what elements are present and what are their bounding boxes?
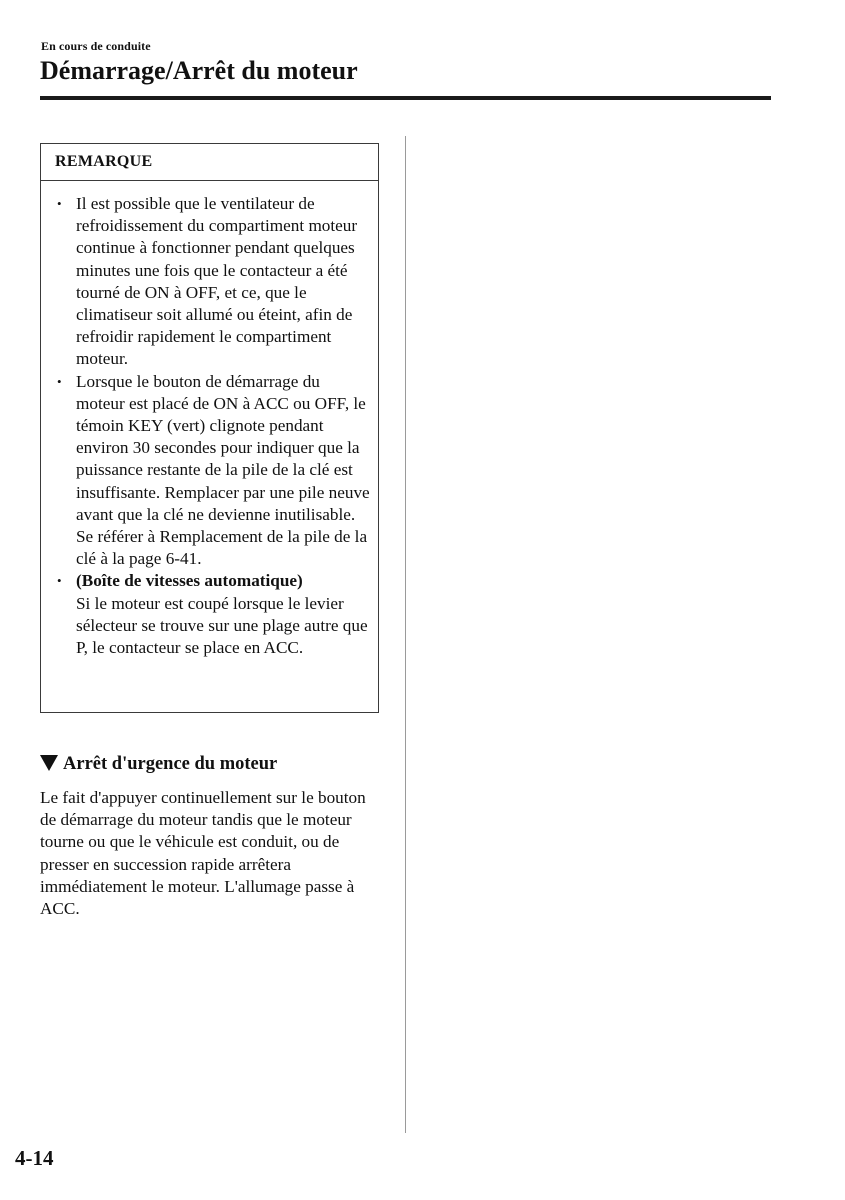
title-rule	[40, 96, 771, 100]
column-divider	[405, 136, 406, 1133]
emergency-stop-heading-text: Arrêt d'urgence du moteur	[63, 754, 278, 774]
note-item	[56, 570, 370, 659]
note-item-body: Il est possible que le ventilateur de refroidissement du compartiment moteur continue à fonctionner pendant quelques minutes une fois que le contacteur a été tourné de ON à OFF, et ce, que le climatiseur soit allumé ou éteint, afin de refroidir rapidement le compartiment moteur.	[76, 194, 358, 369]
bullet-icon: •	[57, 373, 62, 389]
note-item-text	[76, 371, 370, 571]
note-title: REMARQUE	[41, 144, 378, 181]
bullet-icon: •	[57, 196, 62, 211]
note-item	[56, 193, 370, 371]
bullet-icon: •	[57, 573, 62, 589]
section-label: En cours de conduite	[41, 39, 151, 53]
note-item-text	[76, 193, 370, 371]
note-list	[41, 181, 378, 659]
triangle-down-icon	[40, 755, 58, 771]
note-item-body: Si le moteur est coupé lorsque le levier sélecteur se trouve sur une plage autre que P, le contacteur se place en ACC.	[76, 593, 368, 658]
page-title: Démarrage/Arrêt du moteur	[40, 56, 358, 85]
note-item-body: Lorsque le bouton de démarrage du moteur est placé de ON à ACC ou OFF, le témoin KEY (vert) clignote pendant environ 30 secondes pour indiquer que la puissance restante de la pile de la clé est insuffisante. Remplacer par une pile neuve avant que la clé ne devienne inutilisable. Se référer à Remplacement de la pile de la clé à la page 6-41.	[76, 371, 370, 569]
note-item-heading: (Boîte de vitesses automatique)	[76, 571, 303, 591]
page-number: 4-14	[15, 1146, 54, 1170]
note-item	[56, 371, 370, 571]
note-item-text	[76, 570, 370, 659]
note-box	[40, 143, 379, 713]
emergency-stop-heading	[40, 751, 277, 777]
emergency-stop-paragraph: Le fait d'appuyer continuellement sur le bouton de démarrage du moteur tandis que le moteur tourne ou que le véhicule est conduit, ou de presser en succession rapide arrêtera immédiatement le moteur. L'allumage passe à ACC.	[40, 788, 366, 919]
